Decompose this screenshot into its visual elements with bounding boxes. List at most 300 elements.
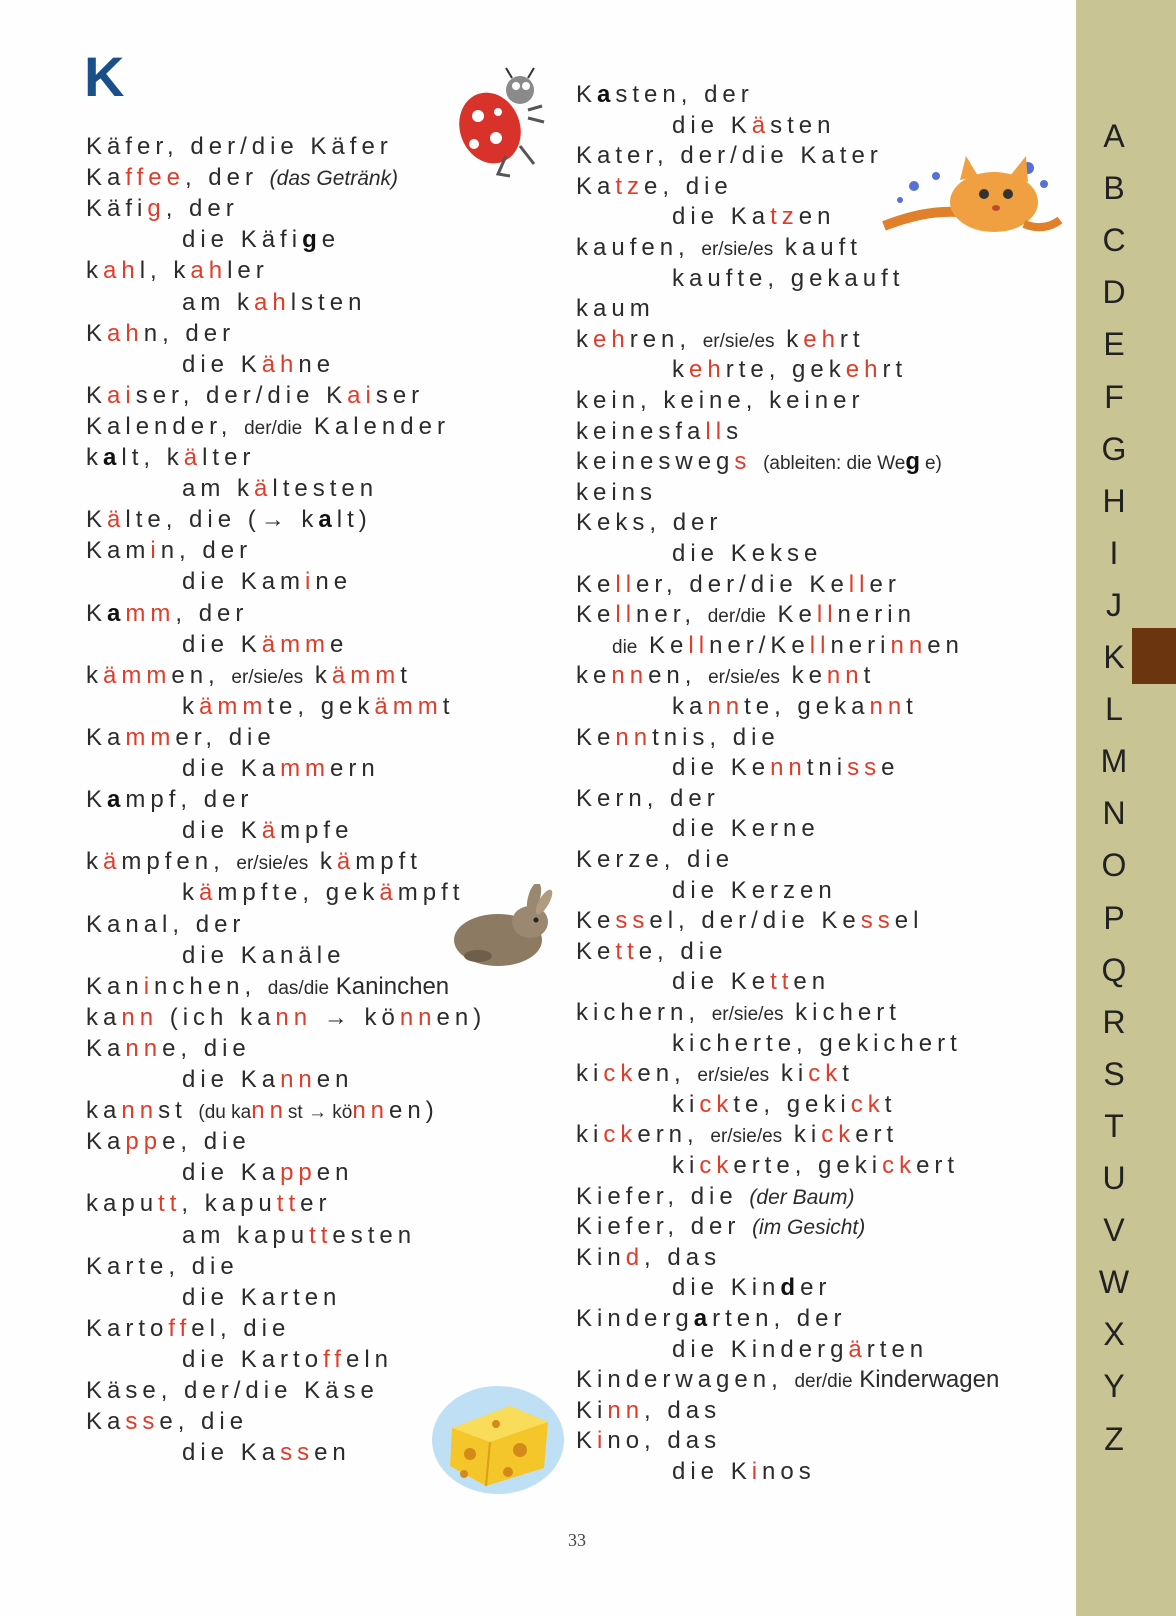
entry-segment: lter <box>202 444 256 471</box>
entry-segment: ne <box>315 568 353 596</box>
entry-segment: tz <box>615 172 645 200</box>
entry-segment: k <box>774 325 804 353</box>
entry-segment: kauft <box>773 234 862 261</box>
entry-segment: ä <box>331 661 351 689</box>
alphabet-tab-k[interactable]: K <box>1103 639 1125 675</box>
entry-segment: nn <box>251 1097 288 1125</box>
entry-segment: rt <box>839 325 865 353</box>
entry-segment: Kater, der/die Kater <box>576 142 883 170</box>
entry-segment: en <box>316 1066 354 1093</box>
entry-segment: ä <box>261 630 281 658</box>
alphabet-tab-r[interactable]: R <box>1102 1003 1126 1040</box>
entry-segment: (im Gesicht) <box>752 1216 866 1240</box>
entry-segment: ff <box>323 1345 346 1373</box>
entry-segment: e <box>321 226 341 254</box>
dictionary-entry-line <box>576 172 733 202</box>
entry-segment: die Ka <box>182 1439 281 1467</box>
dictionary-entry-line <box>86 599 248 629</box>
entry-segment: keins <box>576 478 658 506</box>
alphabet-tab-g[interactable]: G <box>1101 430 1127 467</box>
entry-segment: en <box>316 1159 354 1187</box>
dictionary-entry-line <box>576 570 901 600</box>
dictionary-entry-line <box>576 1365 999 1397</box>
alphabet-tab-j[interactable]: J <box>1106 586 1122 623</box>
entry-segment: n, der <box>143 319 236 347</box>
entry-segment: s <box>734 448 752 476</box>
dictionary-entry-line <box>182 1221 416 1251</box>
entry-segment: eh <box>803 325 840 353</box>
entry-segment: e <box>330 630 349 658</box>
entry-segment: die Kam <box>182 568 306 596</box>
dictionary-entry-line <box>576 1059 854 1091</box>
alphabet-tab-d[interactable]: D <box>1102 274 1126 311</box>
entry-segment: sten <box>770 111 836 139</box>
entry-segment: kapu <box>86 1190 159 1218</box>
entry-segment: kaufen, <box>576 234 702 261</box>
dictionary-entry-line <box>182 567 352 597</box>
entry-segment: er <box>300 1190 332 1218</box>
alphabet-tab-e[interactable]: E <box>1103 326 1125 363</box>
entry-segment: Ke <box>637 631 689 659</box>
dictionary-entry-line <box>576 386 864 416</box>
entry-segment: ert <box>916 1152 960 1179</box>
entry-segment: Kalender, <box>86 412 245 440</box>
dictionary-entry-line <box>86 1407 248 1437</box>
entry-segment: ll <box>816 601 838 629</box>
dictionary-entry-line <box>672 111 835 141</box>
entry-segment: eh <box>689 356 726 384</box>
entry-segment: nn <box>121 1097 159 1125</box>
entry-segment: k <box>182 879 199 907</box>
dictionary-entry-line <box>672 1029 962 1059</box>
alphabet-tab-v[interactable]: V <box>1103 1212 1125 1249</box>
entry-segment: en <box>798 203 836 231</box>
alphabet-tab-m[interactable]: M <box>1100 743 1128 780</box>
dictionary-entry-line <box>182 1158 353 1188</box>
entry-segment: rten <box>866 1335 929 1363</box>
entry-segment: (ich ka <box>158 1003 276 1031</box>
entry-segment: e, die <box>159 1408 249 1436</box>
entry-segment: d <box>625 1243 645 1271</box>
entry-segment: ah <box>103 257 140 285</box>
entry-segment: en <box>793 968 831 996</box>
dictionary-entry-line <box>576 1243 721 1273</box>
entry-segment: mm <box>125 599 176 627</box>
entry-segment: ah <box>190 257 228 285</box>
entry-segment: der/die <box>707 606 766 628</box>
dictionary-entry-line <box>576 723 780 753</box>
dictionary-entry-line <box>182 1065 353 1095</box>
entry-segment: g <box>302 226 322 254</box>
entry-segment: ll <box>809 631 831 659</box>
entry-segment: ai <box>347 381 376 409</box>
dictionary-entry-line <box>86 972 449 1004</box>
entry-segment: Karte, die <box>86 1252 239 1280</box>
entry-segment: ka <box>86 1003 122 1031</box>
entry-segment: i <box>597 1427 608 1455</box>
entry-segment: K <box>86 786 108 814</box>
entry-segment: ck <box>603 1060 638 1088</box>
entry-segment: k <box>672 356 689 384</box>
entry-segment: die Kekse <box>672 540 823 567</box>
entry-segment: am k <box>182 475 255 503</box>
entry-segment: , der <box>175 599 249 627</box>
dictionary-entry-line <box>86 132 393 162</box>
dictionary-entry-line <box>672 692 918 722</box>
entry-segment: tt <box>615 937 639 965</box>
entry-segment: k <box>86 661 103 689</box>
dictionary-entry-line <box>576 1426 721 1456</box>
entry-segment: ah <box>107 319 144 347</box>
entry-segment: Ka <box>86 1408 126 1436</box>
entry-segment: Ka <box>86 1034 126 1062</box>
entry-segment: k <box>303 661 332 689</box>
entry-segment: ck <box>808 1060 843 1088</box>
dictionary-entry-line <box>672 1273 831 1303</box>
entry-segment: er/sie/es <box>711 1004 784 1025</box>
entry-segment: mm <box>125 723 176 751</box>
entry-segment: die Ke <box>672 754 771 782</box>
dictionary-entry-line <box>182 692 454 722</box>
dictionary-entry-line <box>86 319 235 349</box>
entry-segment: e, die <box>162 1128 251 1156</box>
rabbit-icon <box>450 884 554 970</box>
entry-segment: en, <box>637 1060 698 1088</box>
entry-segment: mpft <box>355 848 422 876</box>
entry-segment: esten <box>332 1221 417 1249</box>
alphabet-tab-f[interactable]: F <box>1104 378 1124 415</box>
entry-segment: ke <box>779 662 827 690</box>
entry-segment: nn <box>615 723 653 751</box>
entry-segment: Käfer, der/die Käfer <box>86 133 393 160</box>
dictionary-entry-line <box>672 814 820 844</box>
entry-segment: K <box>86 506 108 534</box>
entry-segment: tt <box>276 1190 301 1218</box>
alphabet-tab-c[interactable]: C <box>1102 222 1126 259</box>
entry-segment: Ke <box>576 937 616 965</box>
entry-segment: te, gek <box>267 692 375 720</box>
entry-segment: ern <box>330 755 380 782</box>
alphabet-tab-o[interactable]: O <box>1101 847 1127 884</box>
dictionary-entry-line <box>672 355 907 385</box>
entry-segment: ll <box>705 417 727 445</box>
alphabet-tab-s[interactable]: S <box>1103 1055 1125 1092</box>
entry-segment: ner/Ke <box>709 631 810 659</box>
dictionary-entry-line <box>86 1252 239 1282</box>
dictionary-entry-line <box>86 536 252 566</box>
entry-segment: er/sie/es <box>697 1065 770 1087</box>
dictionary-entry-line <box>576 1182 854 1213</box>
entry-segment: er/sie/es <box>708 667 780 689</box>
alphabet-tab-t[interactable]: T <box>1104 1107 1124 1144</box>
entry-segment: k <box>86 444 103 471</box>
entry-segment: äh <box>261 350 299 378</box>
entry-segment: a <box>597 81 616 108</box>
entry-segment: ah <box>254 288 291 316</box>
entry-segment: Kiefer, der <box>576 1213 753 1241</box>
entry-segment: t <box>442 692 455 720</box>
alphabet-tab-i[interactable]: I <box>1109 534 1119 571</box>
dictionary-entry-line <box>86 785 253 815</box>
dictionary-entry-line <box>576 233 862 265</box>
entry-segment: en, <box>648 662 709 690</box>
entry-segment: st <box>158 1097 199 1125</box>
cat-icon <box>874 146 1064 242</box>
entry-segment: nn <box>121 1003 159 1031</box>
entry-segment: (der Baum) <box>749 1185 855 1209</box>
entry-segment: nn <box>770 754 807 782</box>
dictionary-entry-line <box>182 350 335 380</box>
entry-segment: (ableiten: die We <box>763 453 906 475</box>
dictionary-entry-line <box>86 163 398 194</box>
entry-segment: ee <box>148 164 185 192</box>
alphabet-tab-l[interactable]: L <box>1105 691 1123 728</box>
dictionary-entry-line <box>182 941 345 971</box>
entry-segment: el, die <box>191 1314 291 1342</box>
dictionary-entry-line <box>86 194 239 224</box>
entry-segment: ren, <box>629 325 703 353</box>
dictionary-entry-line <box>576 661 875 693</box>
dictionary-entry-line <box>576 1396 721 1426</box>
entry-segment: k <box>182 692 199 720</box>
entry-segment: Ke <box>576 907 616 935</box>
dictionary-entry-line <box>86 505 372 535</box>
entry-segment: Kinderwagen <box>852 1366 1000 1394</box>
entry-segment: Kinderwagen, <box>576 1366 795 1394</box>
entry-segment: ka <box>86 1097 122 1125</box>
entry-segment: Käse, der/die Käse <box>86 1377 379 1404</box>
entry-segment: e) <box>924 453 942 475</box>
dictionary-entry-line <box>86 1034 251 1064</box>
entry-segment: n, der <box>160 537 253 565</box>
entry-segment: en <box>927 631 964 659</box>
entry-segment: ne <box>298 350 336 378</box>
entry-segment: er <box>869 570 901 598</box>
entry-segment: e, die <box>638 937 728 965</box>
entry-segment: die Ka <box>672 203 771 231</box>
entry-segment: , der <box>184 164 270 192</box>
dictionary-entry-line <box>576 141 883 171</box>
alphabet-tab-a[interactable]: A <box>1103 118 1125 154</box>
entry-segment: a <box>318 506 337 534</box>
entry-segment: mm <box>350 661 401 689</box>
entry-segment: kichern, <box>576 999 712 1026</box>
entry-segment: pp <box>125 1128 163 1156</box>
alphabet-tab-w[interactable]: W <box>1098 1264 1130 1301</box>
entry-segment: nn <box>869 693 907 720</box>
entry-segment: am kapu <box>182 1221 310 1249</box>
alphabet-tab-x[interactable]: X <box>1103 1316 1125 1353</box>
entry-segment: mm <box>121 661 172 689</box>
entry-segment: ck <box>603 1121 638 1149</box>
entry-segment: die Kinderg <box>672 1335 849 1363</box>
alphabet-tab-z[interactable]: Z <box>1104 1420 1124 1457</box>
entry-segment: k <box>576 325 593 353</box>
entry-segment: Ke <box>765 601 817 629</box>
alphabet-tab-p[interactable]: P <box>1103 899 1125 936</box>
dictionary-entry-line <box>182 1438 351 1468</box>
dictionary-entry-line <box>576 80 754 110</box>
alphabet-tab-h[interactable]: H <box>1102 482 1126 519</box>
entry-segment: Kan <box>86 972 144 1000</box>
entry-segment: e <box>881 754 900 782</box>
entry-segment: g <box>147 195 166 223</box>
entry-segment: die K <box>672 1458 752 1485</box>
entry-segment: die K <box>182 630 262 658</box>
alphabet-tab-u[interactable]: U <box>1102 1160 1126 1196</box>
entry-segment: kein, keine, keiner <box>576 387 865 414</box>
entry-segment: er/sie/es <box>710 1126 783 1148</box>
dictionary-entry-line <box>672 539 822 569</box>
entry-segment: lt) <box>336 506 372 534</box>
entry-segment: mpf, der <box>125 786 254 814</box>
entry-segment: ck <box>699 1152 734 1179</box>
entry-segment: die Kerzen <box>672 876 837 904</box>
entry-segment: Ka <box>86 1128 126 1156</box>
entry-segment: erte, geki <box>733 1152 883 1179</box>
alphabet-tab-b[interactable]: B <box>1103 170 1125 207</box>
entry-segment: i <box>150 537 161 565</box>
entry-segment: er/sie/es <box>231 666 304 688</box>
dictionary-entry-line <box>86 1376 379 1406</box>
dictionary-entry-line <box>86 723 276 753</box>
entry-segment: el <box>894 907 924 935</box>
dictionary-entry-line <box>86 1003 486 1033</box>
entry-segment: en, <box>171 661 232 689</box>
entry-segment: ern, <box>637 1121 711 1149</box>
entry-segment: lsten <box>290 288 367 316</box>
entry-segment: ss <box>125 1408 160 1436</box>
dictionary-entry-line <box>182 878 464 908</box>
entry-segment: ser <box>375 381 425 409</box>
dictionary-entry-line <box>672 202 835 232</box>
entry-segment: neri <box>830 631 891 659</box>
dictionary-entry-line <box>576 784 720 814</box>
dictionary-entry-line <box>576 906 923 936</box>
entry-segment: am k <box>182 288 255 316</box>
entry-segment: Kin <box>576 1243 626 1271</box>
entry-segment: nn <box>607 1396 645 1424</box>
entry-segment: mm <box>280 630 331 658</box>
dictionary-entry-line <box>576 1212 865 1243</box>
entry-segment: die Kin <box>672 1274 781 1302</box>
entry-segment: ll <box>615 570 637 598</box>
entry-segment: sten, der <box>615 81 754 108</box>
entry-segment: t <box>842 1060 854 1088</box>
entry-segment: kaufte, gekauft <box>672 264 905 292</box>
entry-segment: nn <box>280 1066 317 1093</box>
dictionary-entry-line <box>182 1345 393 1375</box>
dictionary-entry-line <box>182 816 353 846</box>
entry-segment: K <box>86 599 108 627</box>
entry-segment: die Käfi <box>182 226 303 254</box>
entry-segment: K <box>576 1427 598 1455</box>
entry-segment: t <box>863 662 876 690</box>
entry-segment: Kerze, die <box>576 846 735 873</box>
entry-segment: Käfi <box>86 195 148 223</box>
dictionary-entry-line <box>672 1457 816 1487</box>
dictionary-entry-line <box>182 630 348 660</box>
entry-segment: ä <box>254 475 273 503</box>
entry-segment: Keks, der <box>576 509 723 537</box>
entry-segment: pp <box>280 1159 317 1187</box>
entry-segment: nn <box>352 1097 390 1125</box>
dictionary-entry-line <box>86 910 245 940</box>
entry-segment: K <box>86 319 108 347</box>
alphabet-tab-n[interactable]: N <box>1102 795 1126 832</box>
dictionary-entry-line <box>576 600 916 632</box>
entry-segment: ck <box>882 1152 917 1179</box>
entry-segment: er, der/die Ke <box>636 570 849 598</box>
entry-segment: tz <box>770 203 799 231</box>
alphabet-tab-y[interactable]: Y <box>1103 1368 1125 1405</box>
entry-segment: st → kö <box>287 1102 353 1124</box>
entry-segment: er/sie/es <box>236 853 309 875</box>
entry-segment: g <box>905 448 925 476</box>
entry-segment: , kapu <box>181 1190 277 1218</box>
entry-segment: → kö <box>312 1003 400 1031</box>
entry-segment: ll <box>848 570 870 598</box>
entry-segment: er <box>800 1274 832 1302</box>
entry-segment: en <box>314 1439 351 1467</box>
entry-segment: a <box>103 444 122 471</box>
entry-segment: eh <box>845 356 883 384</box>
dictionary-entry-line <box>672 753 899 783</box>
entry-segment: te, geka <box>744 693 870 720</box>
entry-segment: ai <box>107 381 136 409</box>
entry-segment: ki <box>769 1060 809 1088</box>
entry-segment: die K <box>182 817 262 845</box>
page-number: 33 <box>568 1530 586 1550</box>
entry-segment: nerin <box>837 601 916 629</box>
alphabet-tab-q[interactable]: Q <box>1101 951 1127 988</box>
entry-segment: rten, der <box>712 1305 847 1332</box>
entry-segment: nn <box>275 1003 313 1031</box>
dictionary-entry-line <box>612 631 964 663</box>
entry-segment: mpfe <box>280 817 354 845</box>
entry-segment: ll <box>688 631 710 659</box>
entry-segment: ki <box>672 1152 700 1179</box>
entry-segment: ka <box>672 693 708 720</box>
entry-segment: Ke <box>576 723 616 751</box>
entry-segment: die K <box>182 350 262 378</box>
entry-segment: lte, die (→ k <box>125 506 319 534</box>
entry-segment: ä <box>199 879 218 907</box>
entry-segment: rte, gek <box>725 356 846 384</box>
entry-segment: ä <box>183 444 203 471</box>
section-heading: K <box>84 45 125 108</box>
entry-segment: keinesfa <box>576 417 706 445</box>
entry-segment: e, die <box>162 1034 251 1062</box>
dictionary-entry-line <box>86 443 255 473</box>
dictionary-entry-line <box>86 1189 331 1219</box>
active-letter-marker <box>1132 628 1176 684</box>
entry-segment: nn <box>826 662 864 690</box>
entry-segment: Ki <box>576 1396 608 1424</box>
entry-segment: eln <box>345 1345 393 1373</box>
entry-segment: d <box>780 1274 801 1302</box>
entry-segment: Ka <box>86 164 126 192</box>
entry-segment: die Ka <box>182 755 281 782</box>
entry-segment: tnis, die <box>652 723 780 751</box>
entry-segment: ä <box>103 661 122 689</box>
entry-segment: ä <box>103 848 122 876</box>
entry-segment: te, geki <box>733 1090 851 1118</box>
dictionary-entry-line <box>576 1120 898 1152</box>
entry-segment: die Kanäle <box>182 941 346 969</box>
entry-segment <box>751 448 763 475</box>
entry-segment: ki <box>576 1060 604 1088</box>
